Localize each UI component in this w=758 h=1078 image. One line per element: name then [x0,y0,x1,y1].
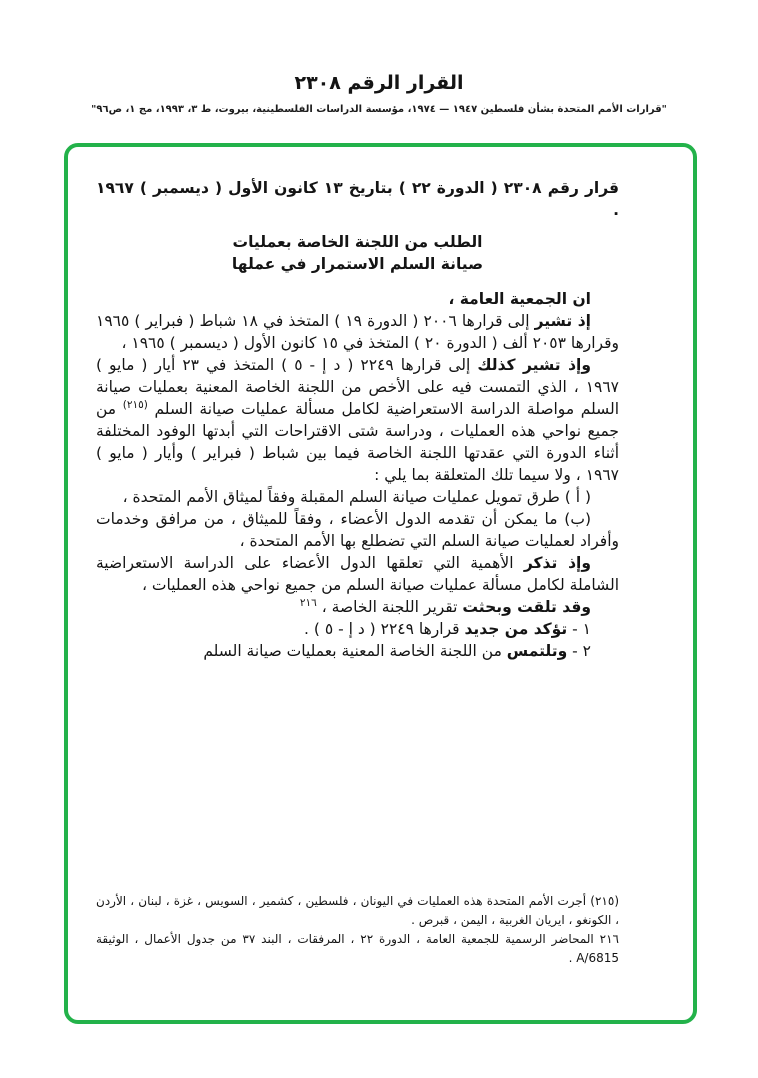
resolution-heading: قرار رقم ٢٣٠٨ ( الدورة ٢٢ ) بتاريخ ١٣ كانون الأول ( ديسمبر ) ١٩٦٧ . [96,179,619,219]
body-paragraph [96,508,619,552]
text-run: من اللجنة الخاصة المعنية بعمليات صيانة السلم [203,642,507,660]
text-run: (٢١٥) أجرت الأمم المتحدة هذه العمليات في اليونان ، فلسطين ، كشمير ، السويس ، غزة ، لبنان ، الأردن ، الكونغو ، ايريان الغربية ، اليمن ، قبرص . [96,894,619,927]
body-paragraph [96,486,619,508]
footnote-ref: (٢١٥) [122,398,148,411]
resolution-subtitle-line1: الطلب من اللجنة الخاصة بعمليات [232,233,483,251]
body-paragraph [96,640,619,662]
resolution-subtitle-line2: صيانة السلم الاستمرار في عملها [231,255,484,273]
text-run: الأهمية التي تعلقها الدول الأعضاء على الدراسة الاستعراضية الشاملة لكامل مسألة عمليات صيانة السلم من جميع نواحي هذه العمليات ، [96,554,619,594]
body-paragraph [96,310,619,354]
text-run: إلى قرارها ٢٢٤٩ ( د إ - ٥ ) المتخذ في ٢٣ أيار ( مايو ) ١٩٦٧ ، الذي التمست فيه على الأخص من اللجنة الخاصة المعنية بعمليات صيانة السلم مواصلة الدراسة الاستعراضية لكامل مسألة عمليات صيانة السلم [96,356,620,418]
text-run: ( أ ) طرق تمويل عمليات صيانة السلم المقبلة وفقاً لميثاق الأمم المتحدة ، [122,488,591,506]
page-header [0,0,758,115]
resolution-border-box [64,143,697,1024]
text-run: ان الجمعية العامة ، [448,290,591,308]
text-run: وقد تلقت وبحثت [462,598,591,616]
text-run: ٢١٦ [593,932,619,946]
resolution-subtitle-block [96,231,619,275]
footnote-ref: ٢١٦ [299,596,317,609]
text-run: وإذ تشير كذلك [477,356,591,374]
resolution-content [96,177,619,994]
text-run: تقرير اللجنة الخاصة ، [316,598,463,616]
text-run: المحاضر الرسمية للجمعية العامة ، الدورة ٢٢ ، المرفقات ، البند ٣٧ من جدول الأعمال ، الوثيقة [96,932,594,946]
text-run: وإذ تذكر [523,554,591,572]
body-paragraph [96,354,619,486]
body-paragraph [96,618,619,640]
text-run: A/6815 [576,951,619,965]
text-run: إذ تشير [534,312,591,330]
text-run: تؤكد من جديد [464,620,568,638]
text-run: وتلتمس [506,642,568,660]
footnote-item [96,930,619,968]
footnote-item [96,892,619,930]
resolution-body [96,288,619,662]
footnotes-list [96,892,619,968]
text-run: . [568,951,577,965]
text-run: إلى قرارها ٢٠٠٦ ( الدورة ١٩ ) المتخذ في ١٨ شباط ( فبراير ) ١٩٦٥ وقرارها ٢٠٥٣ ألف ( الدورة ٢٠ ) المتخذ في ١٥ كانون الأول ( ديسمبر ) ١٩٦٥ ، [96,312,619,352]
page-title: القرار الرقم ٢٣٠٨ [294,72,464,94]
body-paragraph [96,596,619,618]
text-run: (ب) ما يمكن أن تقدمه الدول الأعضاء ، وفقاً للميثاق ، من مرافق وخدمات وأفراد لعمليات صيانة السلم التي تضطلع بها الأمم المتحدة ، [96,510,619,550]
body-paragraph [96,552,619,596]
body-paragraph [96,288,619,310]
text-run: ٢ - [567,642,591,660]
text-run: قرارها ٢٢٤٩ ( د إ - ٥ ) . [304,620,465,638]
source-citation: "قرارات الأمم المتحدة بشأن فلسطين ١٩٤٧ — ١٩٧٤، مؤسسة الدراسات الفلسطينية، بيروت، ط ٣، ١٩٩٣، مج ١، ص٩٦" [91,104,667,115]
text-run: من جميع نواحي هذه العمليات ، ودراسة شتى الاقتراحات التي أبدتها الوفود المختلفة أثناء الدورة التي عقدتها اللجنة الخاصة فيما بين شباط ( فبراير ) وأيار ( مايو ) ١٩٦٧ ، ولا سيما تلك المتعلقة بما يلي : [96,400,619,484]
text-run: ١ - [567,620,591,638]
